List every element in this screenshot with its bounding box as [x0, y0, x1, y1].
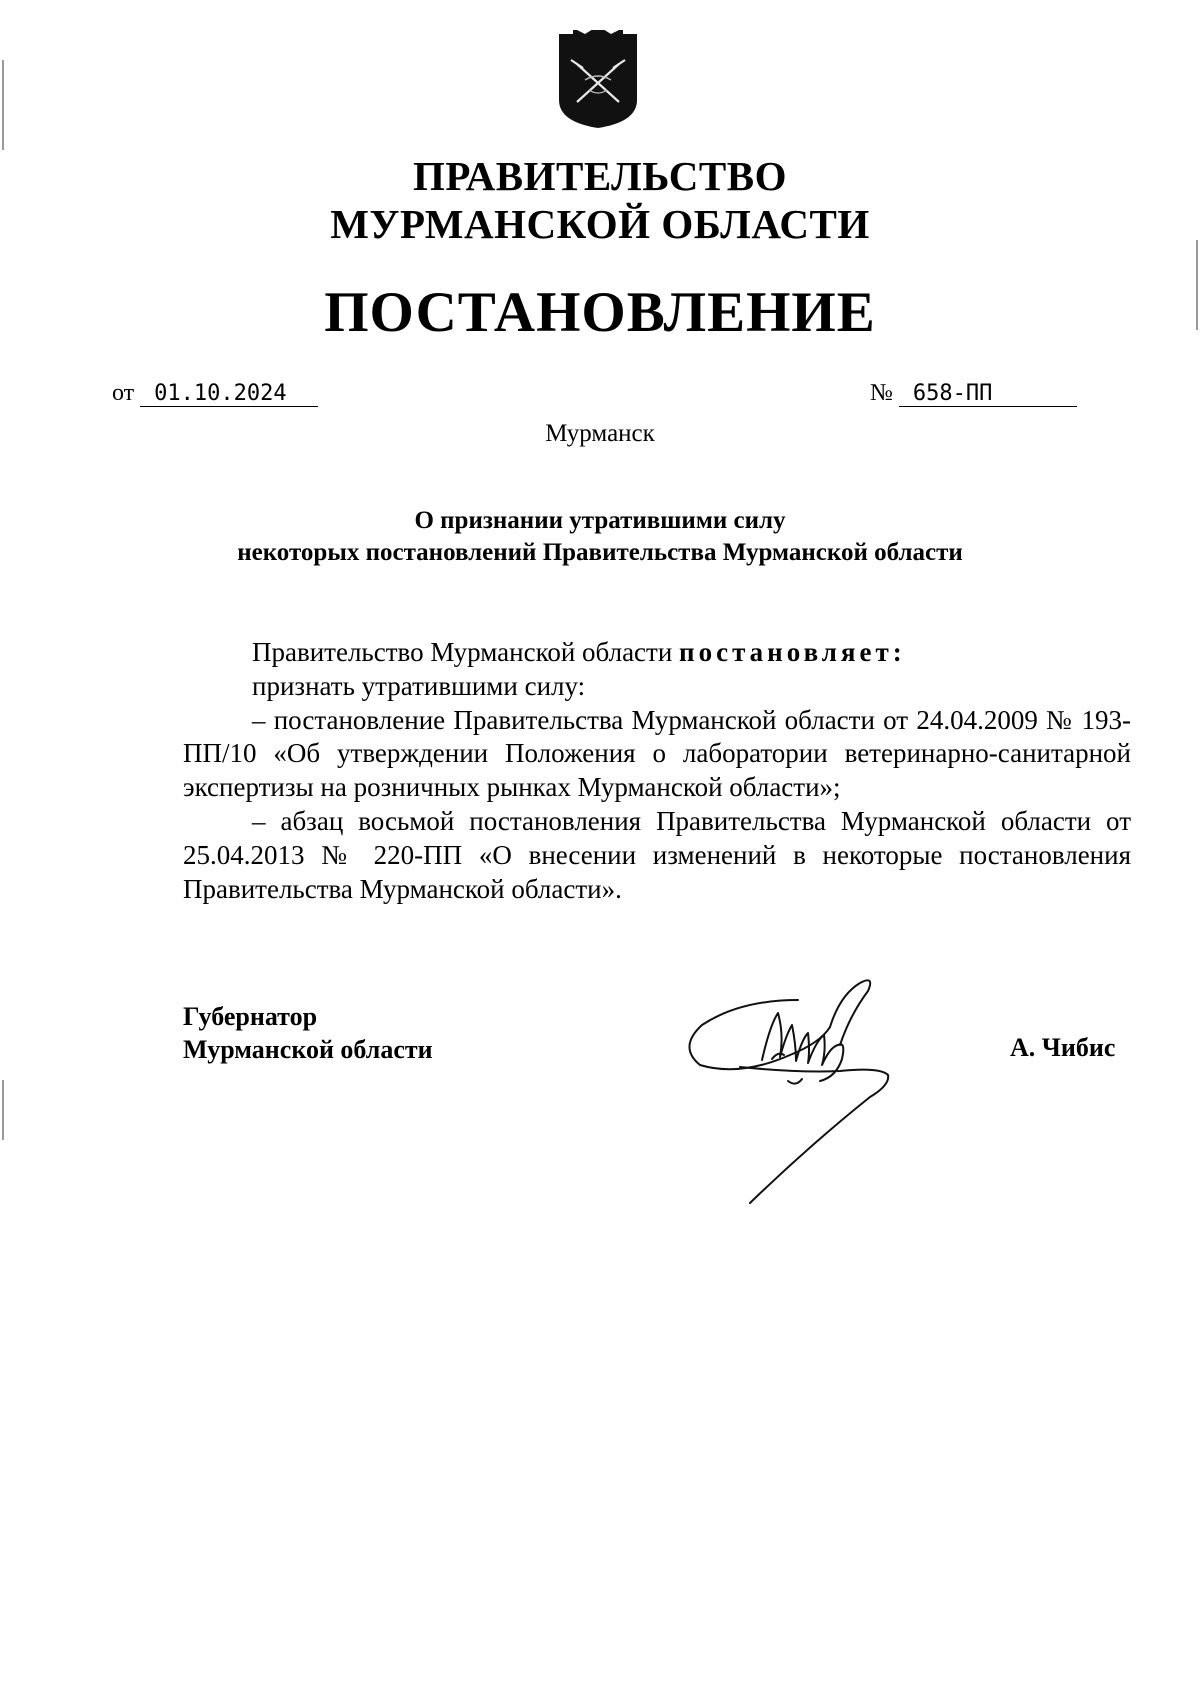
item-lead-paragraph: признать утратившими силу: — [252, 670, 586, 701]
scan-edge-mark — [1196, 240, 1198, 330]
government-name-line2: МУРМАНСКОЙ ОБЛАСТИ — [330, 201, 870, 247]
decree-word: постановляет: — [679, 637, 906, 667]
city-name: Мурманск — [545, 420, 655, 447]
document-title-line1: О признании утратившими силу — [414, 507, 786, 534]
document-body — [183, 636, 1131, 906]
signatory-name: А. Чибис — [1010, 1033, 1116, 1062]
number-prefix: № — [870, 380, 893, 406]
signatory-position — [183, 1000, 433, 1066]
date-prefix: от — [112, 380, 135, 406]
handwritten-signature — [680, 955, 940, 1215]
signatory-position-line2: Мурманской области — [183, 1035, 433, 1064]
date-row — [112, 380, 318, 407]
scan-edge-mark — [2, 60, 4, 150]
scan-edge-mark — [2, 1080, 4, 1140]
document-number: 658-ПП — [899, 382, 1077, 407]
number-row — [870, 380, 1077, 407]
signatory-position-line1: Губернатор — [183, 1002, 318, 1031]
decree-intro-paragraph — [183, 636, 1131, 670]
item-paragraph-1: – постановление Правительства Мурманской области от 24.04.2009 № 193-ПП/10 «Об утверждении Положения о лаборатории ветеринарно-санитарной экспертизы на розничных рынках Мурманской области»; — [183, 704, 1131, 803]
document-title-line2: некоторых постановлений Правительства Мурманской области — [237, 539, 963, 566]
government-name-line1: ПРАВИТЕЛЬСТВО — [412, 153, 788, 199]
item-paragraph-2: – абзац восьмой постановления Правительства Мурманской области от 25.04.2013 № 220-ПП «О внесении изменений в некоторые постановления Правительства Мурманской области». — [183, 805, 1131, 904]
decree-intro-text: Правительство Мурманской области — [252, 637, 680, 667]
document-date: 01.10.2024 — [140, 382, 318, 407]
document-type-heading: ПОСТАНОВЛЕНИЕ — [324, 281, 876, 344]
coat-of-arms-emblem — [555, 30, 641, 130]
